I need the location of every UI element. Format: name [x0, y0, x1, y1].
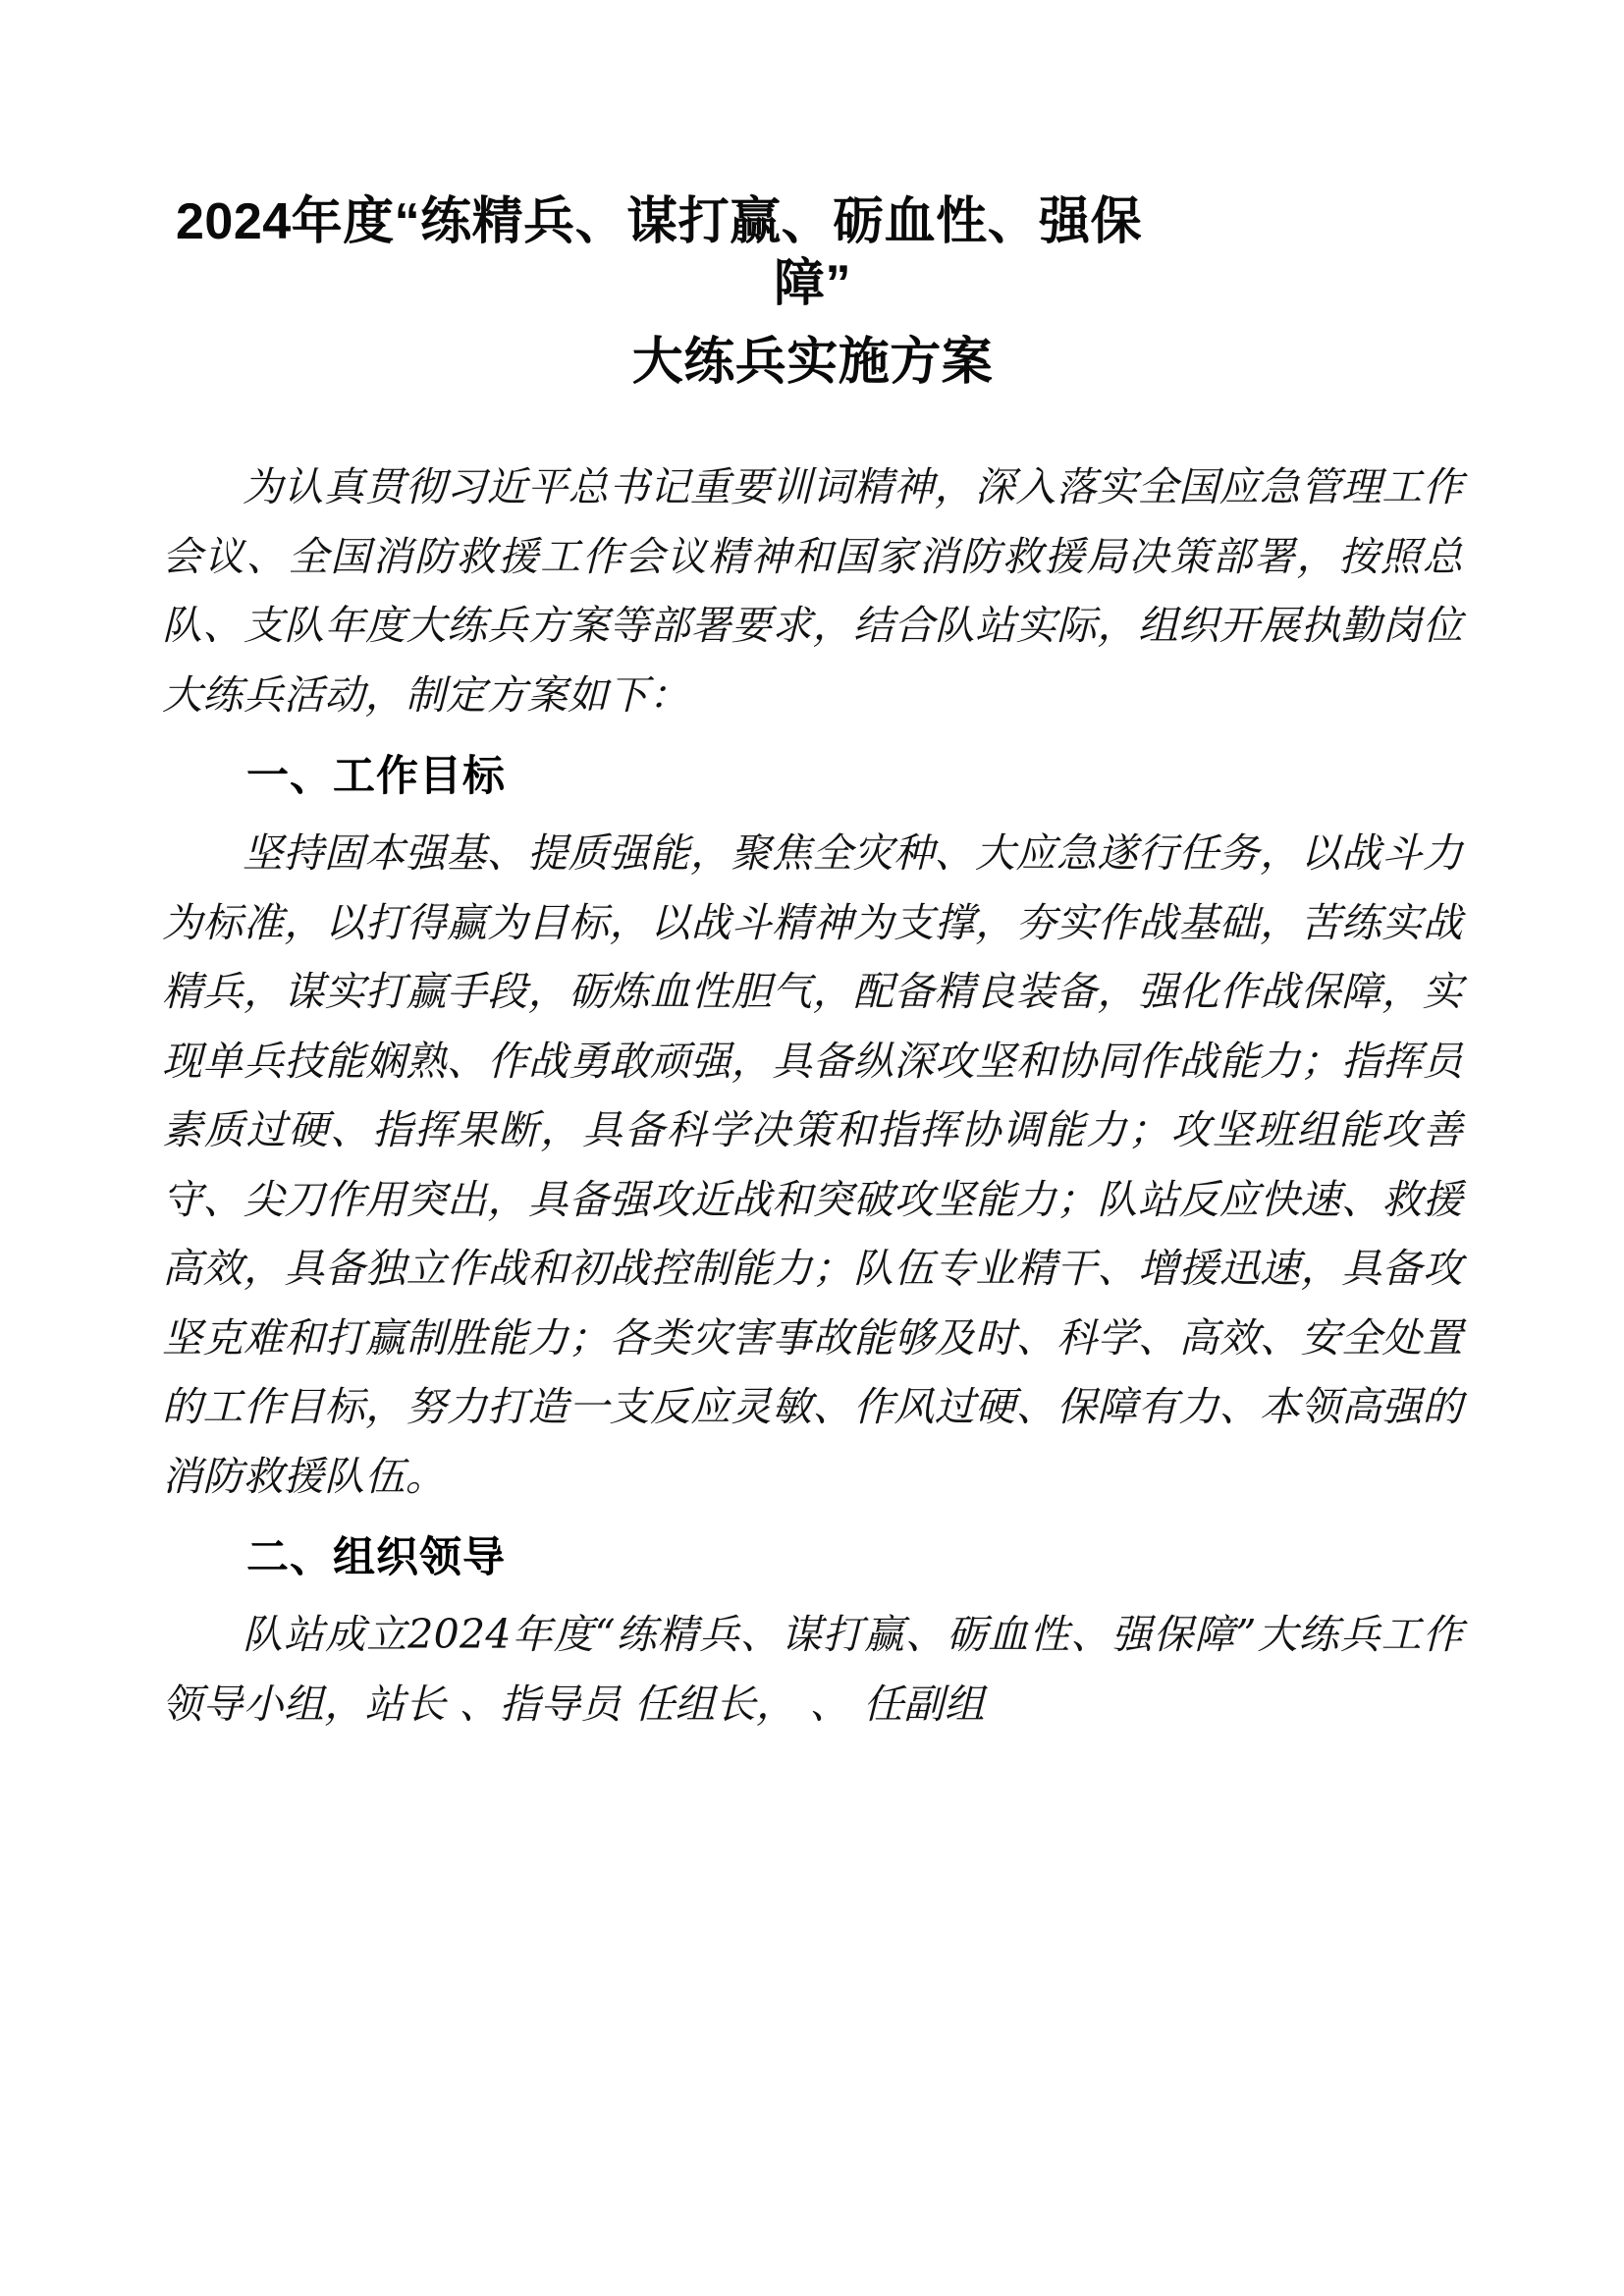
section-body-organization-leadership: 队站成立2024年度“练精兵、谋打赢、砺血性、强保障”大练兵工作领导小组，站长 、指导员 任组长， 、 任副组: [162, 1611, 1463, 1728]
section-heading-work-objectives: 一、工作目标: [246, 753, 506, 801]
title-line-1: 2024年度“练精兵、谋打赢、砺血性、强保: [176, 193, 1143, 250]
preamble-paragraph: 为认真贯彻习近平总书记重要训词精神，深入落实全国应急管理工作会议、全国消防救援工作会议精神和国家消防救援局决策部署，按照总队、支队年度大练兵方案等部署要求，结合队站实际，组织开展执勤岗位大练兵活动，制定方案如下：: [162, 463, 1463, 719]
title-line-3: 大练兵实施方案: [631, 333, 994, 391]
page-content: [162, 0, 1463, 1738]
section-heading-organization-leadership: 二、组织领导: [246, 1534, 506, 1582]
title-line-2: 障”: [773, 255, 851, 313]
section-body-work-objectives: 坚持固本强基、提质强能，聚焦全灾种、大应急遂行任务，以战斗力为标准，以打得赢为目标，以战斗精神为支撑，夯实作战基础，苦练实战精兵，谋实打赢手段，砺炼血性胆气，配备精良装备，强化作战保障，实现单兵技能娴熟、作战勇敢顽强，具备纵深攻坚和协同作战能力；指挥员素质过硬、指挥果断，具备科学决策和指挥协调能力；攻坚班组能攻善守、尖刀作用突出，具备强攻近战和突破攻坚能力；队站反应快速、救援高效，具备独立作战和初战控制能力；队伍专业精干、增援迅速，具备攻坚克难和打赢制胜能力；各类灾害事故能够及时、科学、高效、安全处置的工作目标，努力打造一支反应灵敏、作风过硬、保障有力、本领高强的消防救援队伍。: [162, 829, 1463, 1500]
document-title: [162, 191, 1463, 394]
